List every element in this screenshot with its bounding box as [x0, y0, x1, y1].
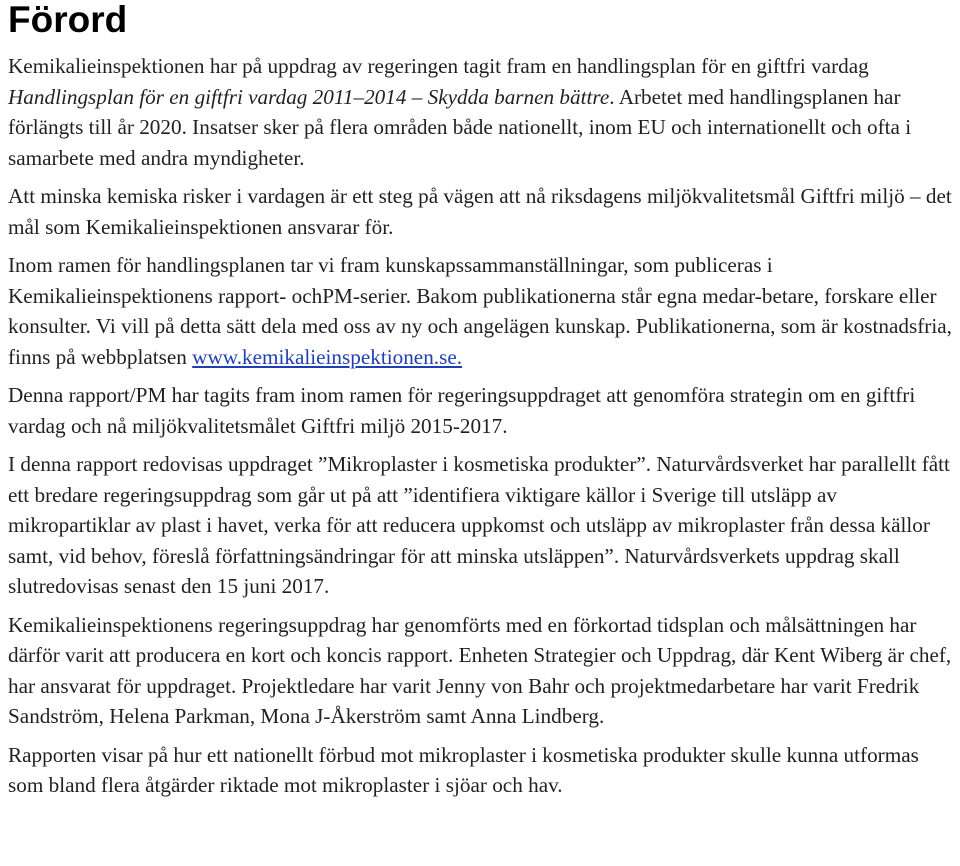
- page-title: Förord: [8, 0, 128, 40]
- intro-text-end: . Arbetet med handlingsplanen har förlängts till år 2020. Insatser sker på flera områden både nationellt, inom EU och internationellt och ofta i samarbete med andra myndigheter.: [8, 84, 912, 170]
- plan-title-italic: Handlingsplan för en giftfri vardag 2011–2014 – Skydda barnen bättre: [8, 84, 610, 109]
- paragraph-assignment: I denna rapport redovisas uppdraget ”Mikroplaster i kosmetiska produkter”. Naturvårdsverket har parallellt fått ett bredare regeringsuppdrag som går ut på att ”identifiera viktigare källor i Sverige till utsläpp av mikropartiklar av plast i havet, verka för att reducera uppkomst och utsläpp av mikroplaster från dessa källor samt, vid behov, föreslå författningsändringar för att minska utsläppen”. Naturvårdsverkets uppdrag skall slutredovisas senast den 15 juni 2017.: [8, 452, 950, 598]
- paragraph-intro: [8, 51, 958, 173]
- intro-text-start: Kemikalieinspektionen har på uppdrag av regeringen tagit fram en handlingsplan för en giftfri vardag: [8, 54, 869, 78]
- paragraph-conclusion: Rapporten visar på hur ett nationellt förbud mot mikroplaster i kosmetiska produkter skulle kunna utformas som bland flera åtgärder riktade mot mikroplaster i sjöar och hav.: [8, 742, 919, 797]
- publications-text: Inom ramen för handlingsplanen tar vi fram kunskapssammanställningar, som publiceras i Kemikalieinspektionens rapport- ochPM-serier. Bakom publikationerna står egna medar-betare, forskare eller konsulter. Vi vill på detta sätt dela med oss av ny och angelägen kunskap. Publikationerna, som är kostnadsfria, finns på webbplatsen: [8, 253, 952, 369]
- document-page: [8, 0, 958, 801]
- paragraph-goal: Att minska kemiska risker i vardagen är ett steg på vägen att nå riksdagens miljökvalitetsmål Giftfri miljö – det mål som Kemikalieinspektionen ansvarar för.: [8, 184, 952, 239]
- paragraph-publications: [8, 250, 958, 372]
- website-link[interactable]: www.kemikalieinspektionen.se.: [192, 344, 463, 369]
- paragraph-project: Kemikalieinspektionens regeringsuppdrag har genomförts med en förkortad tidsplan och målsättningen har därför varit att producera en kort och koncis rapport. Enheten Strategier och Uppdrag, där Kent Wiberg är chef, har ansvarat för uppdraget. Projektledare har varit Jenny von Bahr och projektmedarbetare har varit Fredrik Sandström, Helena Parkman, Mona J-Åkerström samt Anna Lindberg.: [8, 612, 952, 728]
- paragraph-strategy: Denna rapport/PM har tagits fram inom ramen för regeringsuppdraget att genomföra strategin om en giftfri vardag och nå miljökvalitetsmålet Giftfri miljö 2015-2017.: [8, 383, 916, 438]
